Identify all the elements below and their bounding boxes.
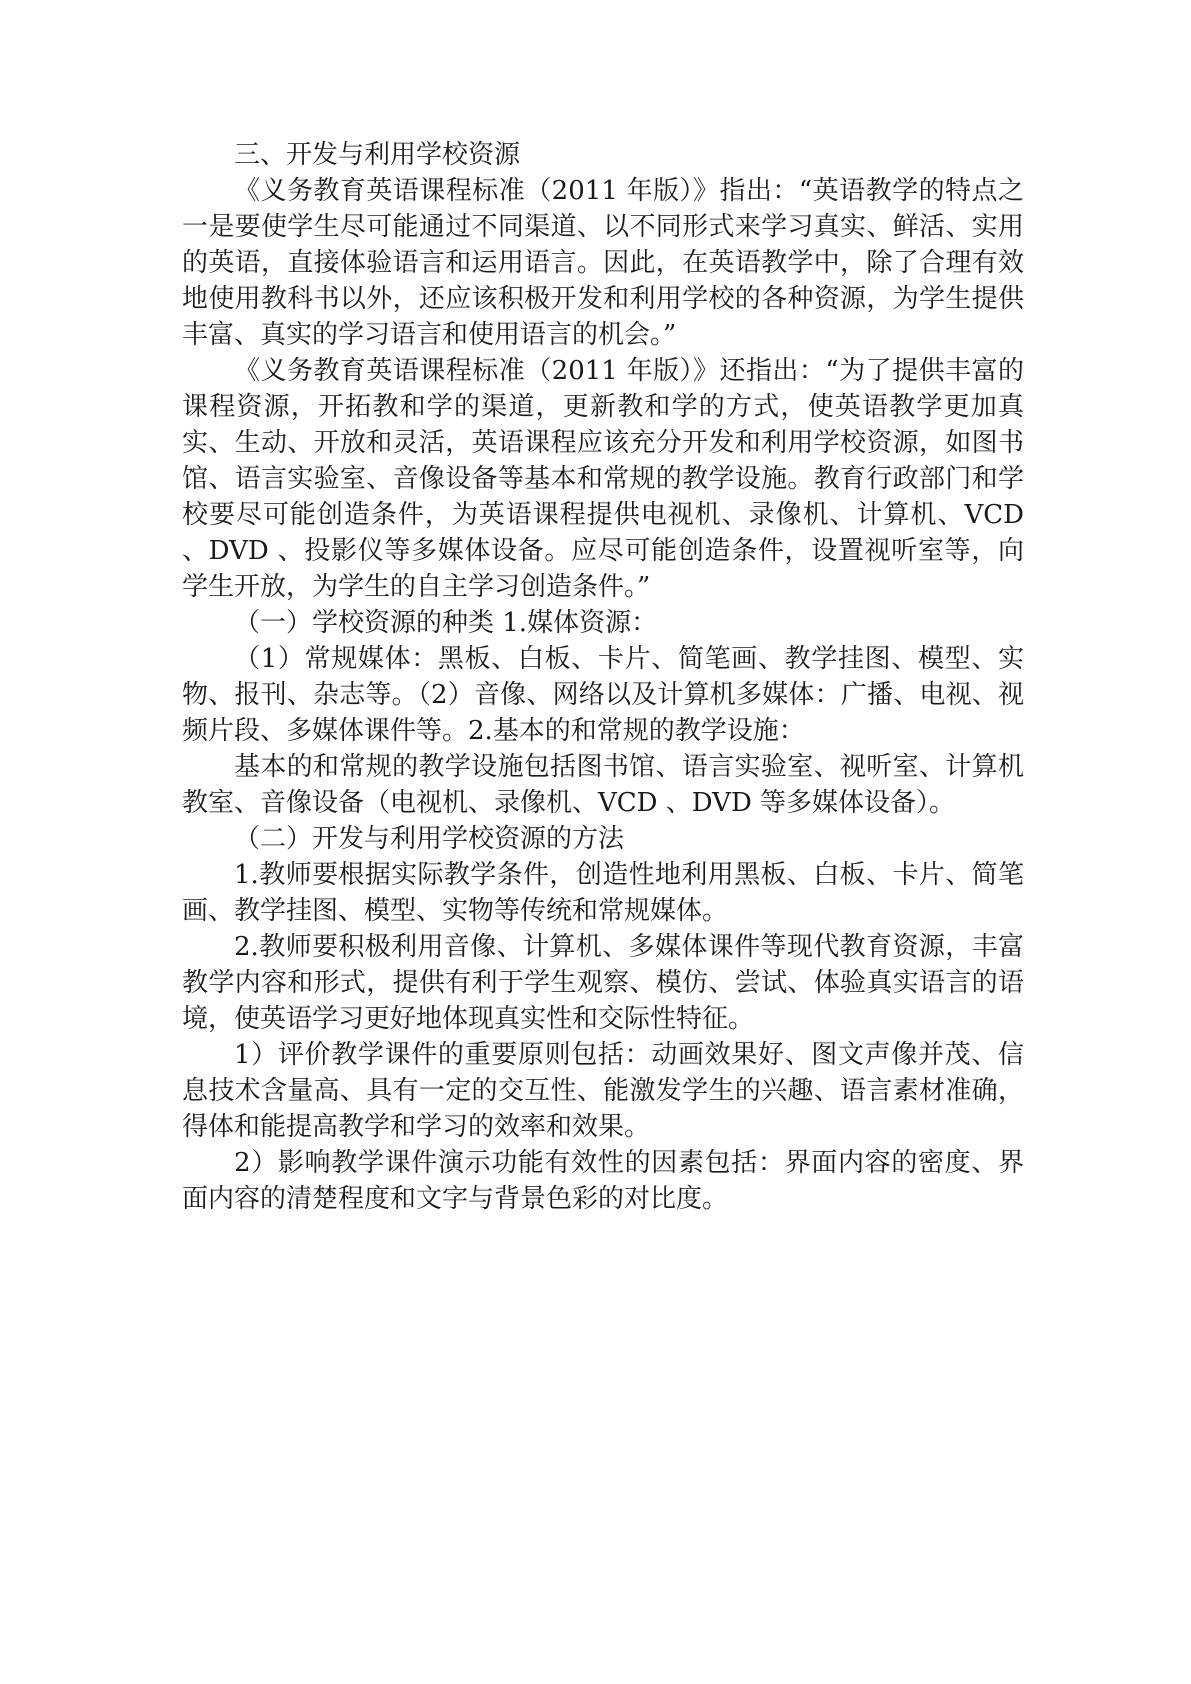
- paragraph-method-1: 1.教师要根据实际教学条件，创造性地利用黑板、白板、卡片、简笔画、教学挂图、模型、实物等传统和常规媒体。: [182, 860, 1024, 926]
- subheading-resource-types: （一）学校资源的种类 1.媒体资源：: [234, 608, 658, 638]
- paragraph-courseware-factors: 2）影响教学课件演示功能有效性的因素包括：界面内容的密度、界面内容的清楚程度和文字与背景色彩的对比度。: [182, 1148, 1024, 1214]
- paragraph-media-resources: （1）常规媒体：黑板、白板、卡片、简笔画、教学挂图、模型、实物、报刊、杂志等。（2）音像、网络以及计算机多媒体：广播、电视、视频片段、多媒体课件等。2.基本的和常规的教学设施：: [182, 644, 1024, 746]
- paragraph-courseware-principles: 1）评价教学课件的重要原则包括：动画效果好、图文声像并茂、信息技术含量高、具有一定的交互性、能激发学生的兴趣、语言素材准确，得体和能提高教学和学习的效率和效果。: [182, 1040, 1024, 1142]
- paragraph-standard-quote-1: 《义务教育英语课程标准（2011 年版）》指出：“英语教学的特点之一是要使学生尽可能通过不同渠道、以不同形式来学习真实、鲜活、实用的英语，直接体验语言和运用语言。因此，在英语教学中，除了合理有效地使用教科书以外，还应该积极开发和利用学校的各种资源，为学生提供丰富、真实的学习语言和使用语言的机会。”: [182, 176, 1024, 350]
- section-title: 三、开发与利用学校资源: [234, 140, 521, 170]
- document-body: [182, 137, 1024, 1217]
- paragraph-teaching-facilities: 基本的和常规的教学设施包括图书馆、语言实验室、视听室、计算机教室、音像设备（电视机、录像机、VCD 、DVD 等多媒体设备）。: [182, 752, 1024, 818]
- subheading-methods: （二）开发与利用学校资源的方法: [234, 824, 625, 854]
- paragraph-method-2: 2.教师要积极利用音像、计算机、多媒体课件等现代教育资源，丰富教学内容和形式，提供有利于学生观察、模仿、尝试、体验真实语言的语境，使英语学习更好地体现真实性和交际性特征。: [182, 932, 1024, 1034]
- paragraph-standard-quote-2: 《义务教育英语课程标准（2011 年版）》还指出：“为了提供丰富的课程资源，开拓教和学的渠道，更新教和学的方式，使英语教学更加真实、生动、开放和灵活，英语课程应该充分开发和利用学校资源，如图书馆、语言实验室、音像设备等基本和常规的教学设施。教育行政部门和学校要尽可能创造条件，为英语课程提供电视机、录像机、计算机、VCD 、DVD 、投影仪等多媒体设备。应尽可能创造条件，设置视听室等，向学生开放，为学生的自主学习创造条件。”: [182, 356, 1024, 602]
